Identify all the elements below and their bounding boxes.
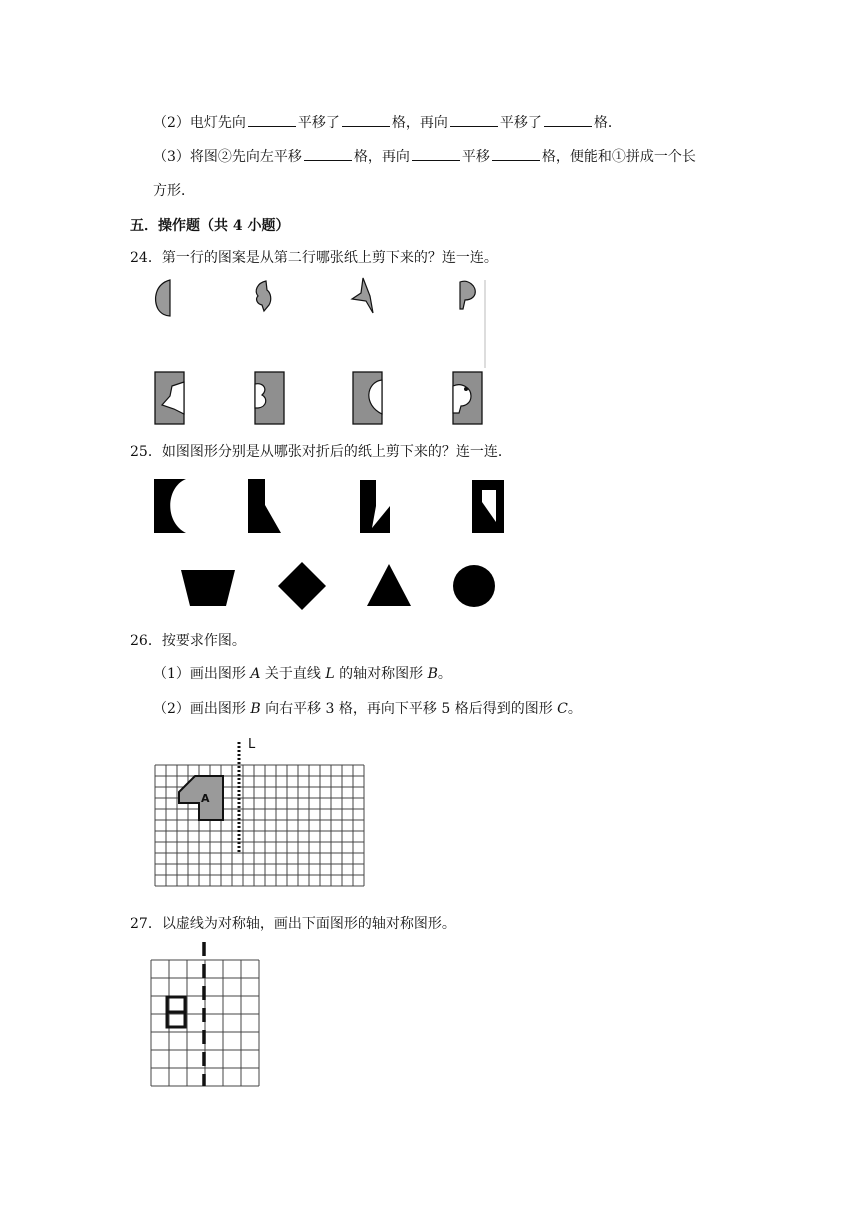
var-b: B [427,666,438,682]
var-c: C [557,701,568,717]
q26-sub2 [153,698,582,718]
grid-lines [155,765,364,886]
q26-sub2-text-3: 。 [567,701,582,717]
triangle-shape [367,564,411,606]
q23-part3-text-4: 格，便能和①拼成一个长 [541,149,696,165]
q23-part3-cont: 方形． [153,183,195,199]
q26-grid [153,734,368,894]
var-l: L [325,666,335,682]
circle-shape [453,565,495,607]
q26-sub2-text-1: （2）画出图形 [153,701,251,717]
folded-shape-2 [248,479,281,533]
folded-shape-1 [154,479,186,533]
q23-part2-text-3: 格，再向 [391,115,448,131]
q23-part2-text-4: 平移了 [499,115,542,131]
axis-l-label: L [248,737,256,752]
diamond-shape [278,562,326,610]
folded-shape-3 [360,480,390,533]
var-b2: B [250,701,261,717]
q26-sub1-text-3: 的轴对称图形 [334,666,428,682]
q23-part2-text-1: （2）电灯先向 [153,115,246,131]
q26-sub1 [153,663,452,683]
q26-sub1-text-1: （1）画出图形 [153,666,251,682]
q26-sub1-text-2: 关于直线 [260,666,326,682]
shape-a-label: A [201,792,210,805]
q26-sub1-text-4: 。 [437,666,452,682]
q26-sub2-text-2: 向右平移 3 格，再向下平移 5 格后得到的图形 [260,701,558,717]
q26-text: 26．按要求作图。 [130,633,246,649]
q23-part3-text-3: 平移 [461,149,490,165]
trapezoid-shape [181,570,235,606]
q23-part2-text-2: 平移了 [297,115,340,131]
q27-grid [149,940,264,1090]
q25-text: 25．如图图形分别是从哪张对折后的纸上剪下来的？连一连． [130,444,512,460]
section-title: 五．操作题（共 4 小题） [130,218,290,234]
var-a: A [250,666,261,682]
folded-shape-4 [472,480,504,533]
q23-part2-text-5: 格． [593,115,622,131]
q27-text: 27．以虚线为对称轴，画出下面图形的轴对称图形。 [130,916,456,932]
q23-part3-text-2: 格，再向 [353,149,410,165]
q24-text: 24．第一行的图案是从第二行哪张纸上剪下来的？连一连。 [130,250,498,266]
q23-part3-text-1: （3）将图②先向左平移 [153,149,302,165]
digit-figure [167,997,185,1027]
